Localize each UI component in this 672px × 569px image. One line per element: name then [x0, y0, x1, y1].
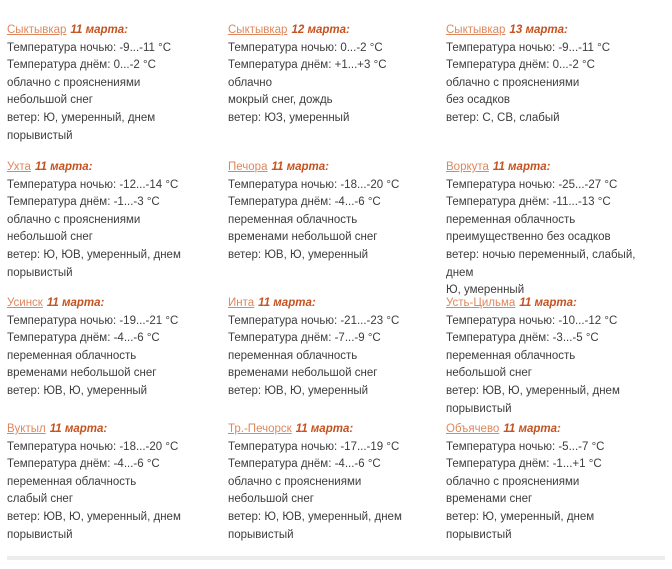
- temp-day-line: Температура днём: -4...-6 °C: [228, 458, 381, 471]
- temp-night-line: Температура ночью: 0...-2 °C: [228, 41, 383, 54]
- wind-line-wrap: порывистый: [7, 528, 73, 541]
- forecast-heading: [7, 22, 220, 40]
- forecast-date: 11 марта:: [49, 423, 108, 435]
- forecast-heading: [7, 421, 220, 439]
- city-link[interactable]: Воркута: [446, 161, 489, 173]
- forecast-block-vuktyl: [7, 421, 228, 545]
- forecast-heading: [228, 22, 438, 40]
- temp-day-line: Температура днём: -4...-6 °C: [7, 458, 160, 471]
- precip-line: временами небольшой снег: [228, 367, 378, 380]
- temp-day-line: Температура днём: -4...-6 °C: [228, 196, 381, 209]
- precip-line: небольшой снег: [7, 231, 93, 244]
- temp-night-line: Температура ночью: -9...-11 °C: [446, 41, 611, 54]
- temp-day-line: Температура днём: -4...-6 °C: [7, 332, 160, 345]
- temp-night-line: Температура ночью: -12...-14 °C: [7, 178, 179, 191]
- city-link[interactable]: Ухта: [7, 161, 31, 173]
- forecast-block-pechora: [228, 159, 446, 295]
- forecast-block-ust-tsilma: [446, 295, 665, 421]
- wind-line: ветер: Ю, умеренный, днем порывистый: [7, 111, 156, 142]
- city-link[interactable]: Сыктывкар: [7, 24, 67, 36]
- cloud-line: переменная облачность: [228, 349, 358, 362]
- forecast-date: 12 марта:: [291, 24, 350, 36]
- temp-night-line: Температура ночью: -21...-23 °C: [228, 314, 400, 327]
- forecast-date: 13 марта:: [509, 24, 568, 36]
- forecast-date: 11 марта:: [492, 161, 551, 173]
- wind-line: ветер: ЮВ, Ю, умеренный: [7, 384, 148, 397]
- temp-night-line: Температура ночью: -25...-27 °C: [446, 178, 618, 191]
- wind-line: ветер: ЮЗ, умеренный: [228, 111, 350, 124]
- forecast-block-tr-pechorsk: [228, 421, 446, 545]
- temp-night-line: Температура ночью: -5...-7 °C: [446, 440, 605, 453]
- temp-day-line: Температура днём: -1...+1 °C: [446, 458, 602, 471]
- forecast-block-syktyvkar-13: [446, 22, 665, 159]
- forecast-heading: [228, 421, 438, 439]
- forecast-block-inta: [228, 295, 446, 421]
- forecast-date: 11 марта:: [46, 297, 105, 309]
- forecast-date: 11 марта:: [34, 161, 93, 173]
- wind-line-wrap: Ю, умеренный: [446, 284, 525, 297]
- temp-night-line: Температура ночью: -17...-19 °C: [228, 440, 400, 453]
- precip-line: без осадков: [446, 94, 510, 107]
- precip-line: небольшой снег: [228, 493, 314, 506]
- wind-line: ветер: ночью переменный, слабый, днем: [446, 248, 636, 279]
- cloud-line: переменная облачность: [446, 213, 576, 226]
- city-link[interactable]: Усть-Цильма: [446, 297, 516, 309]
- cloud-line: облачно с прояснениями: [446, 475, 580, 488]
- temp-day-line: Температура днём: -1...-3 °C: [7, 196, 160, 209]
- forecast-block-syktyvkar-11: [7, 22, 228, 159]
- forecast-block-ukhta: [7, 159, 228, 295]
- forecast-heading: [228, 159, 438, 177]
- forecast-date: 11 марта:: [295, 423, 354, 435]
- forecast-grid: [7, 22, 665, 545]
- forecast-block-usinsk: [7, 295, 228, 421]
- forecast-block-vorkuta: [446, 159, 665, 295]
- cloud-line: облачно с прояснениями: [7, 213, 141, 226]
- forecast-heading: [446, 22, 657, 40]
- city-link[interactable]: Объячево: [446, 423, 500, 435]
- precip-line: временами небольшой снег: [228, 231, 378, 244]
- forecast-heading: [7, 295, 220, 313]
- temp-day-line: Температура днём: +1...+3 °C: [228, 59, 387, 72]
- forecast-date: 11 марта:: [503, 423, 561, 435]
- forecast-date: 11 марта:: [70, 24, 128, 36]
- temp-day-line: Температура днём: 0...-2 °C: [7, 59, 156, 72]
- city-link[interactable]: Печора: [228, 161, 268, 173]
- cloud-line: облачно с прояснениями: [446, 76, 580, 89]
- wind-line: ветер: С, СВ, слабый: [446, 111, 560, 124]
- wind-line: ветер: ЮВ, Ю, умеренный, днем: [446, 384, 620, 397]
- wind-line: ветер: ЮВ, Ю, умеренный: [228, 248, 369, 261]
- precip-line: преимущественно без осадков: [446, 231, 611, 244]
- cloud-line: облачно с прояснениями: [7, 76, 141, 89]
- wind-line-wrap: порывистый: [446, 402, 512, 415]
- temp-day-line: Температура днём: 0...-2 °C: [446, 59, 595, 72]
- wind-line-wrap: порывистый: [7, 266, 73, 279]
- wind-line-wrap: порывистый: [228, 528, 294, 541]
- forecast-date: 11 марта:: [258, 297, 316, 309]
- city-link[interactable]: Усинск: [7, 297, 43, 309]
- cloud-line: переменная облачность: [228, 213, 358, 226]
- forecast-heading: [446, 421, 657, 439]
- forecast-heading: [228, 295, 438, 313]
- wind-line: ветер: ЮВ, Ю, умеренный: [228, 384, 369, 397]
- cloud-line: облачно: [228, 76, 273, 89]
- temp-day-line: Температура днём: -7...-9 °C: [228, 332, 381, 345]
- precip-line: временами небольшой снег: [7, 367, 157, 380]
- temp-night-line: Температура ночью: -9...-11 °C: [7, 41, 172, 54]
- temp-night-line: Температура ночью: -18...-20 °C: [7, 440, 179, 453]
- forecast-heading: [446, 159, 657, 177]
- horizontal-divider: [7, 556, 665, 560]
- forecast-heading: [7, 159, 220, 177]
- forecast-block-syktyvkar-12: [228, 22, 446, 159]
- wind-line: ветер: ЮВ, Ю, умеренный, днем: [7, 510, 181, 523]
- city-link[interactable]: Вуктыл: [7, 423, 46, 435]
- city-link[interactable]: Сыктывкар: [228, 24, 288, 36]
- forecast-block-obyachevo: [446, 421, 665, 545]
- forecast-heading: [446, 295, 657, 313]
- wind-line: ветер: Ю, умеренный, днем порывистый: [446, 510, 595, 541]
- forecast-date: 11 марта:: [271, 161, 329, 173]
- temp-day-line: Температура днём: -3...-5 °C: [446, 332, 599, 345]
- precip-line: мокрый снег, дождь: [228, 94, 333, 107]
- precip-line: временами снег: [446, 493, 533, 506]
- wind-line: ветер: Ю, ЮВ, умеренный, днем: [7, 248, 181, 261]
- cloud-line: переменная облачность: [7, 349, 137, 362]
- wind-line: ветер: Ю, ЮВ, умеренный, днем: [228, 510, 402, 523]
- precip-line: небольшой снег: [7, 94, 93, 107]
- temp-day-line: Температура днём: -11...-13 °C: [446, 196, 611, 209]
- city-link[interactable]: Инта: [228, 297, 255, 309]
- cloud-line: облачно с прояснениями: [228, 475, 362, 488]
- cloud-line: переменная облачность: [7, 475, 137, 488]
- city-link[interactable]: Тр.-Печорск: [228, 423, 292, 435]
- precip-line: слабый снег: [7, 493, 74, 506]
- temp-night-line: Температура ночью: -10...-12 °C: [446, 314, 618, 327]
- city-link[interactable]: Сыктывкар: [446, 24, 506, 36]
- cloud-line: переменная облачность: [446, 349, 576, 362]
- precip-line: небольшой снег: [446, 367, 532, 380]
- temp-night-line: Температура ночью: -19...-21 °C: [7, 314, 179, 327]
- forecast-date: 11 марта:: [519, 297, 577, 309]
- temp-night-line: Температура ночью: -18...-20 °C: [228, 178, 400, 191]
